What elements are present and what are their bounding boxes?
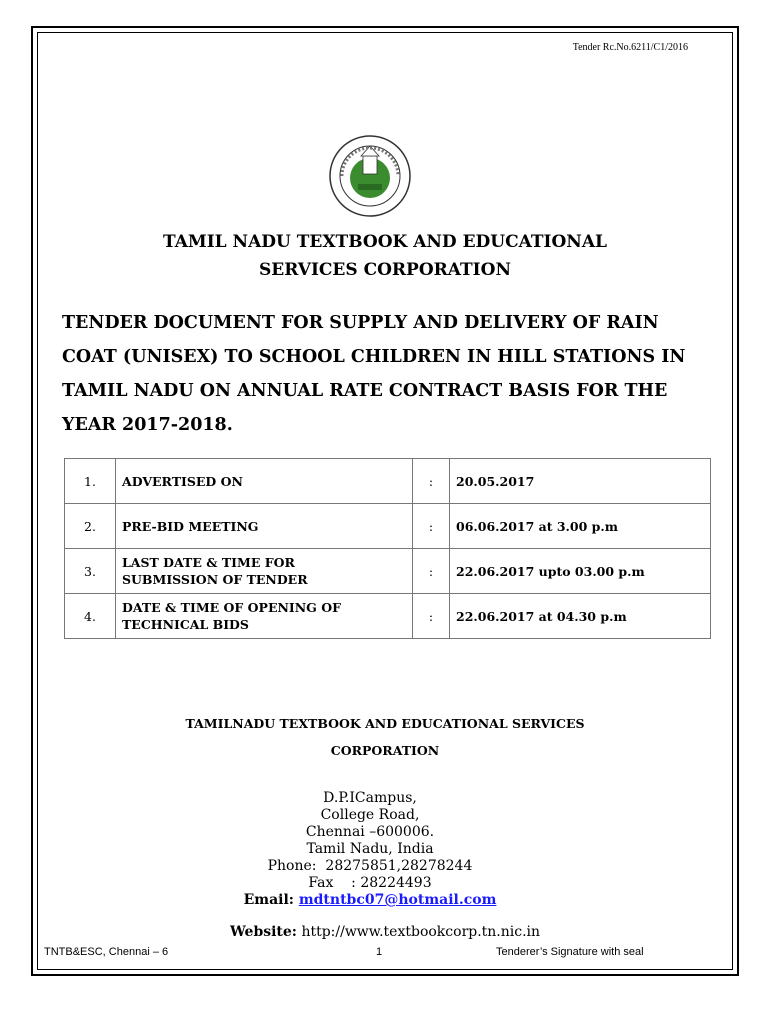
address-block xyxy=(200,790,540,909)
row-value: 20.05.2017 xyxy=(450,459,711,504)
address-line3: Chennai –600006. xyxy=(305,824,435,840)
row-value: 22.06.2017 upto 03.00 p.m xyxy=(450,549,711,594)
organization-title xyxy=(60,228,710,284)
row-colon: : xyxy=(413,504,450,549)
email-link[interactable]: mdtntbc07@hotmail.com xyxy=(298,892,497,908)
row-colon: : xyxy=(413,594,450,639)
row-label xyxy=(116,459,413,504)
row-number: 3. xyxy=(65,549,116,594)
row-label-line2: TECHNICAL BIDS xyxy=(122,617,249,632)
row-number: 1. xyxy=(65,459,116,504)
signature-note: Tenderer’s Signature with seal xyxy=(496,946,644,958)
row-number: 4. xyxy=(65,594,116,639)
email-label: Email: xyxy=(243,892,294,908)
footer-organization-line2: CORPORATION xyxy=(330,743,440,758)
row-label-line1: PRE-BID MEETING xyxy=(122,518,259,534)
tender-title: TENDER DOCUMENT FOR SUPPLY AND DELIVERY OF RAIN COAT (UNISEX) TO SCHOOL CHILDREN IN HILL STATIONS IN TAMIL NADU ON ANNUAL RATE CONTRACT BASIS FOR THE YEAR 2017-2018. xyxy=(62,313,686,435)
table-row xyxy=(65,594,711,639)
organization-title-line1: TAMIL NADU TEXTBOOK AND EDUCATIONAL xyxy=(162,232,607,252)
row-colon: : xyxy=(413,549,450,594)
phone-line: Phone: 28275851,28278244 xyxy=(267,858,473,874)
row-label-line2: SUBMISSION OF TENDER xyxy=(122,572,308,587)
table-row xyxy=(65,459,711,504)
row-label xyxy=(116,549,413,594)
schedule-table xyxy=(64,458,711,639)
website-line xyxy=(60,924,710,940)
row-label-line1: ADVERTISED ON xyxy=(122,473,243,489)
footer-organization xyxy=(60,710,710,764)
organization-title-line2: SERVICES CORPORATION xyxy=(259,260,511,280)
footer-organization-line1: TAMILNADU TEXTBOOK AND EDUCATIONAL SERVICES xyxy=(185,716,585,731)
page-number: 1 xyxy=(376,946,383,958)
table-row xyxy=(65,504,711,549)
address-line4: Tamil Nadu, India xyxy=(306,841,434,857)
row-label-line1: DATE & TIME OF OPENING OF xyxy=(122,600,341,615)
address-line1: D.P.ICampus, xyxy=(323,790,417,806)
row-number: 2. xyxy=(65,504,116,549)
row-label-line1: LAST DATE & TIME FOR xyxy=(122,555,295,570)
fax-line: Fax : 28224493 xyxy=(308,875,432,891)
website-url[interactable]: http://www.textbookcorp.tn.nic.in xyxy=(301,924,541,940)
table-row xyxy=(65,549,711,594)
footer-left-text: TNTB&ESC, Chennai – 6 xyxy=(44,946,169,958)
row-value: 22.06.2017 at 04.30 p.m xyxy=(450,594,711,639)
row-label xyxy=(116,504,413,549)
tender-reference: Tender Rc.No.6211/C1/2016 xyxy=(572,42,688,53)
corporation-emblem-icon xyxy=(328,134,412,218)
row-value: 06.06.2017 at 3.00 p.m xyxy=(450,504,711,549)
address-line2: College Road, xyxy=(320,807,420,823)
website-label: Website: xyxy=(229,924,297,940)
email-line xyxy=(200,892,540,909)
row-label xyxy=(116,594,413,639)
row-colon: : xyxy=(413,459,450,504)
